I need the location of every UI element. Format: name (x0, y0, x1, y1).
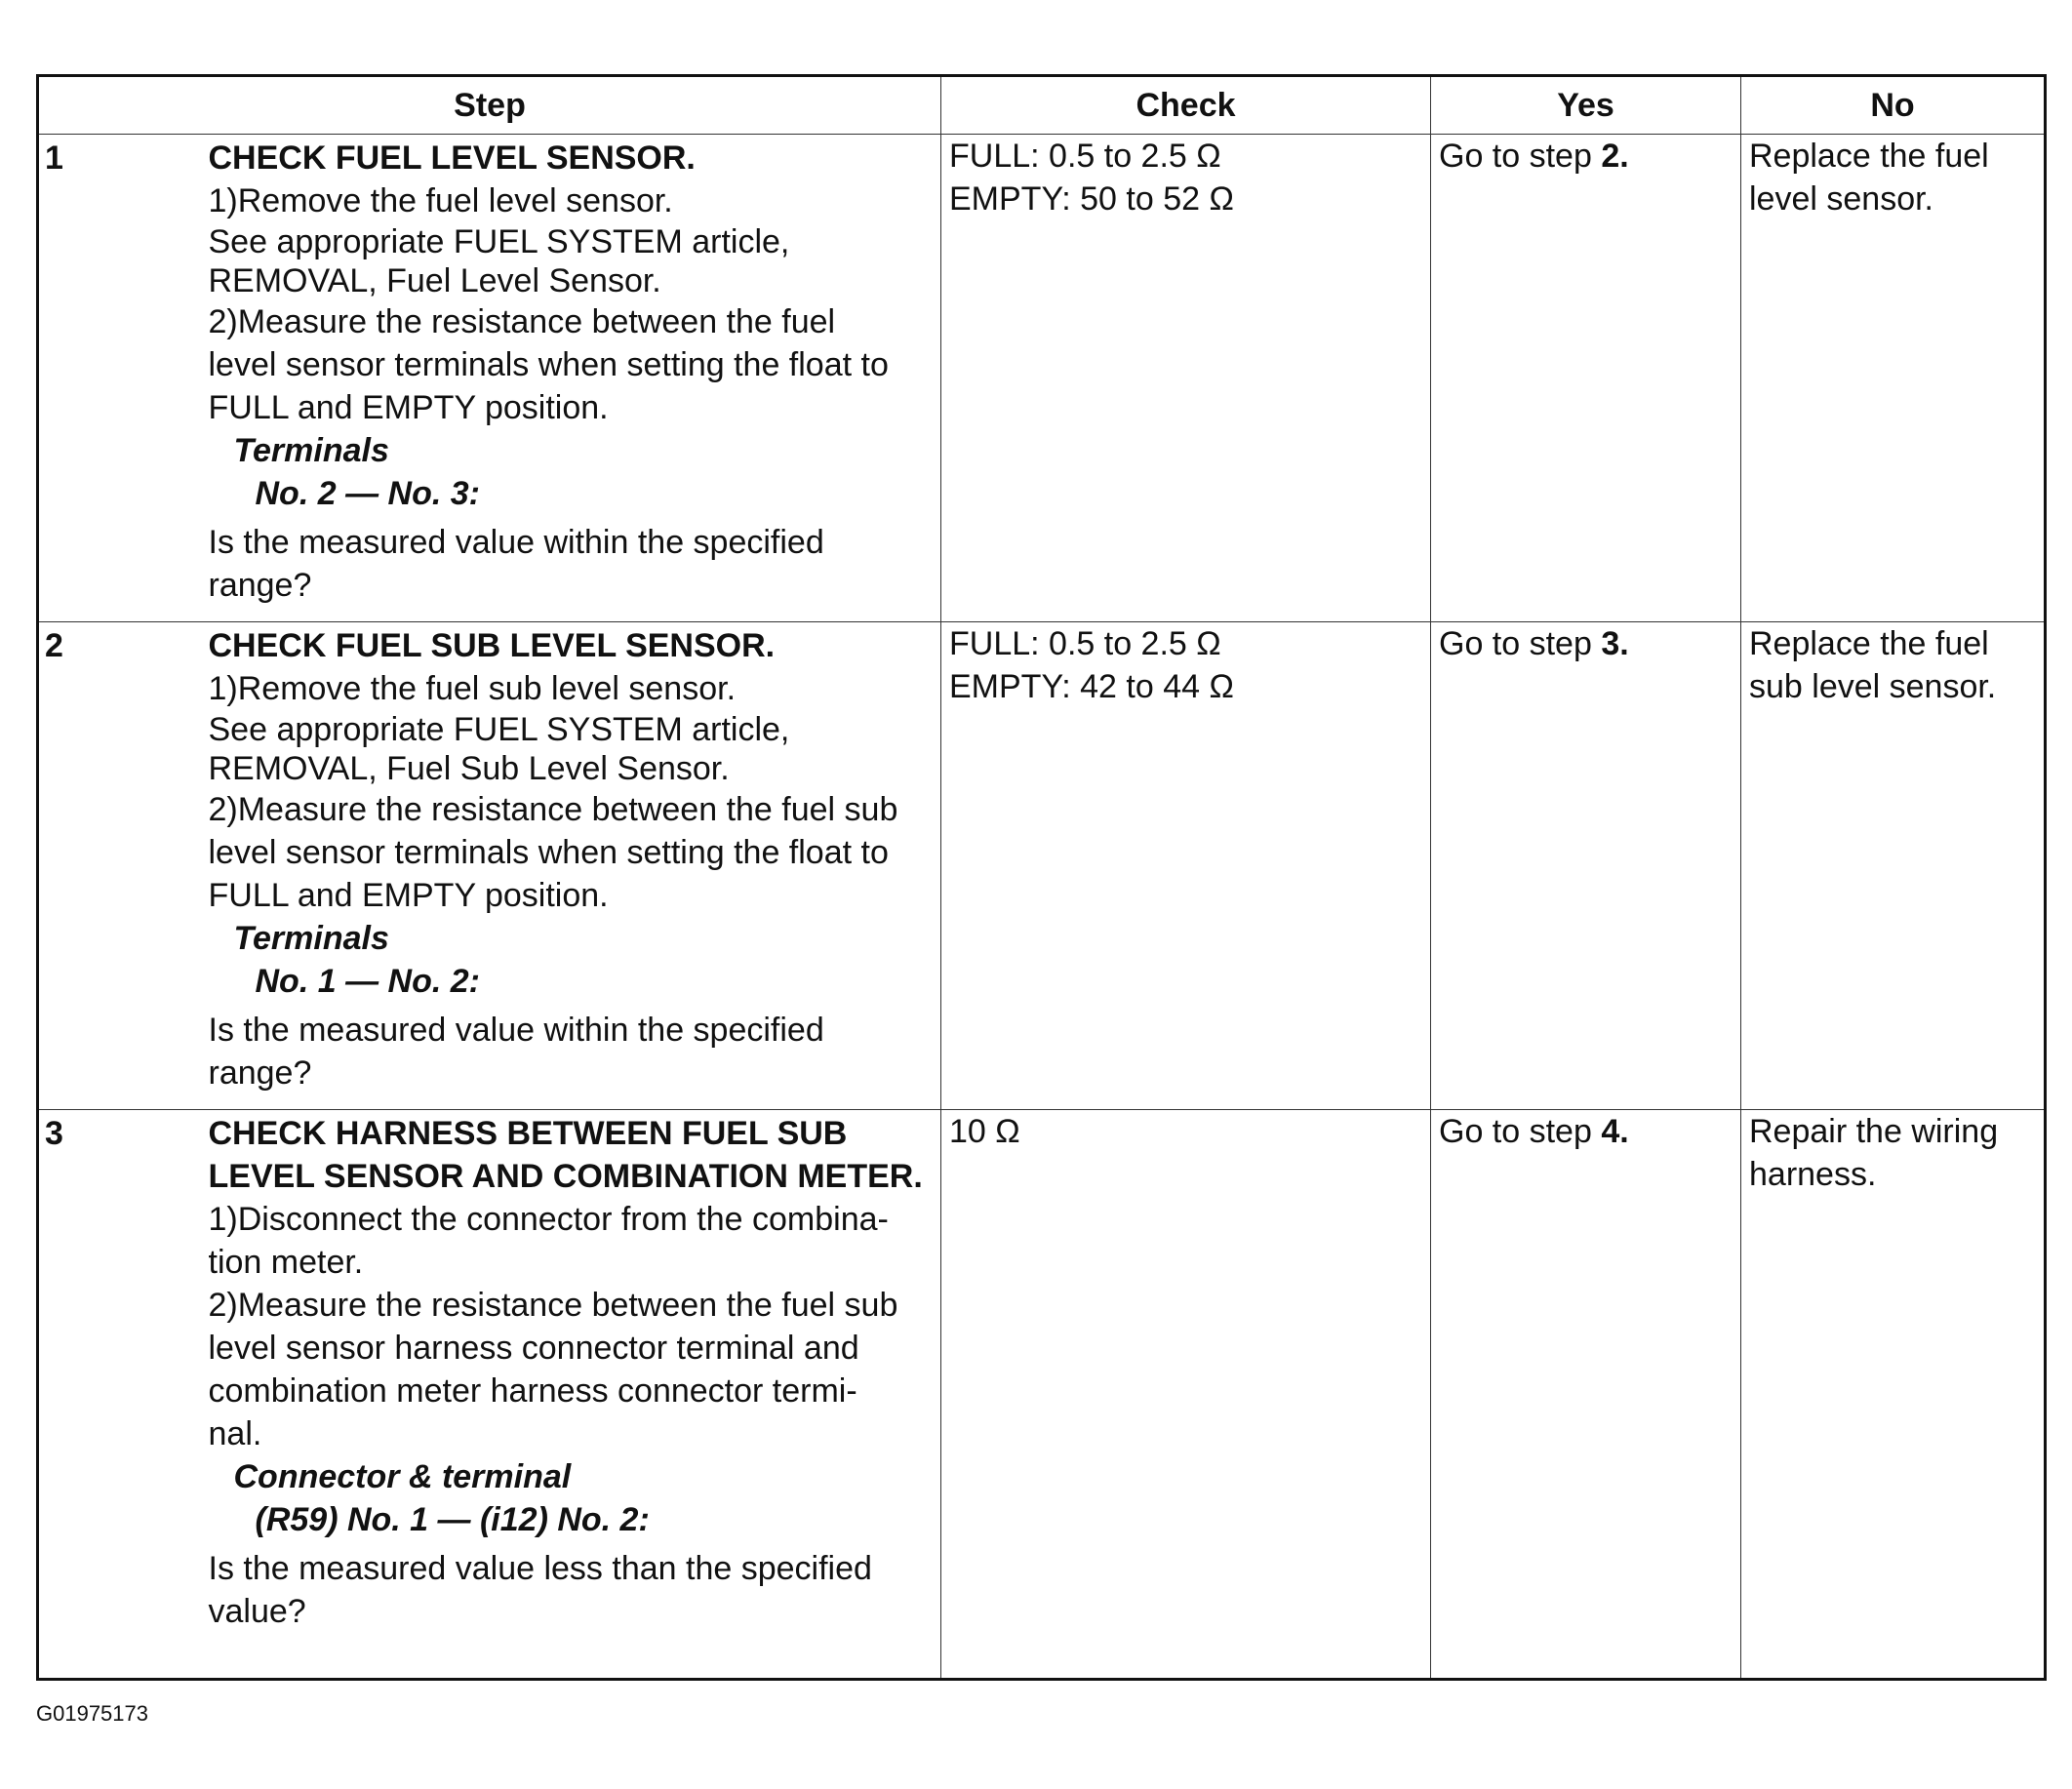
yes-text: Go to step (1439, 625, 1602, 662)
yes-cell (1431, 622, 1741, 1110)
diagnostic-table (36, 74, 2047, 1681)
yes-step-ref: 3. (1601, 625, 1629, 662)
no-action: Replace the fuel sub level sensor. (1741, 622, 2046, 1110)
terminals-value: No. 1 — No. 2: (255, 963, 480, 1000)
step-number: 1 (38, 135, 209, 622)
step-line: See appropriate FUEL SYSTEM article, (208, 223, 790, 260)
table-row (38, 622, 2046, 1110)
yes-cell (1431, 1110, 1741, 1680)
check-value: EMPTY: 50 to 52 Ω (949, 180, 1234, 218)
step-line: 2)Measure the resistance between the fuel (208, 303, 836, 340)
step-title: CHECK HARNESS BETWEEN FUEL SUB LEVEL SENSOR AND COMBINATION METER. (208, 1115, 923, 1195)
step-line: tion meter. (208, 1244, 364, 1281)
terminals-heading: Terminals (233, 920, 389, 957)
step-line: See appropriate FUEL SYSTEM article, (208, 711, 790, 748)
step-line: 1)Remove the fuel sub level sensor. (208, 670, 737, 707)
header-no: No (1741, 76, 2046, 135)
check-value: 10 Ω (949, 1113, 1020, 1150)
step-number: 2 (38, 622, 209, 1110)
step-title: CHECK FUEL LEVEL SENSOR. (208, 139, 696, 177)
yes-text: Go to step (1439, 1113, 1602, 1150)
yes-cell (1431, 135, 1741, 622)
step-question: Is the measured value within the specified range? (208, 524, 824, 604)
figure-id: G01975173 (36, 1701, 148, 1726)
yes-text: Go to step (1439, 138, 1602, 175)
step-question: Is the measured value within the specified range? (208, 1012, 824, 1092)
step-title: CHECK FUEL SUB LEVEL SENSOR. (208, 627, 776, 664)
step-number: 3 (38, 1110, 209, 1680)
step-description (209, 622, 941, 1110)
step-line: nal. (208, 1415, 262, 1452)
step-line: REMOVAL, Fuel Sub Level Sensor. (208, 750, 730, 787)
step-line: FULL and EMPTY position. (208, 877, 609, 914)
check-cell (941, 622, 1431, 1110)
connector-heading: Connector & terminal (233, 1458, 572, 1495)
check-value: FULL: 0.5 to 2.5 Ω (949, 138, 1221, 175)
step-line: REMOVAL, Fuel Level Sensor. (208, 262, 661, 299)
header-step: Step (38, 76, 941, 135)
no-action: Replace the fuel level sensor. (1741, 135, 2046, 622)
step-description (209, 135, 941, 622)
step-line: combination meter harness connector termi- (208, 1372, 857, 1410)
step-line: level sensor harness connector terminal and (208, 1330, 859, 1367)
step-line: 2)Measure the resistance between the fuel sub (208, 1287, 898, 1324)
step-line: 1)Disconnect the connector from the combina- (208, 1201, 889, 1238)
header-yes: Yes (1431, 76, 1741, 135)
check-value: FULL: 0.5 to 2.5 Ω (949, 625, 1221, 662)
check-cell (941, 135, 1431, 622)
step-description (209, 1110, 941, 1680)
terminals-value: No. 2 — No. 3: (255, 475, 480, 512)
step-line: level sensor terminals when setting the float to (208, 834, 889, 871)
table-row (38, 135, 2046, 622)
step-line: level sensor terminals when setting the float to (208, 346, 889, 383)
yes-step-ref: 4. (1601, 1113, 1629, 1150)
header-check: Check (941, 76, 1431, 135)
check-value: EMPTY: 42 to 44 Ω (949, 668, 1234, 705)
yes-step-ref: 2. (1601, 138, 1629, 175)
step-question: Is the measured value less than the specified value? (208, 1550, 872, 1630)
check-cell (941, 1110, 1431, 1680)
step-line: 1)Remove the fuel level sensor. (208, 182, 673, 219)
connector-value: (R59) No. 1 — (i12) No. 2: (255, 1501, 650, 1538)
step-line: 2)Measure the resistance between the fuel sub (208, 791, 898, 828)
no-action: Repair the wiring harness. (1741, 1110, 2046, 1680)
table-row (38, 1110, 2046, 1680)
step-line: FULL and EMPTY position. (208, 389, 609, 426)
terminals-heading: Terminals (233, 432, 389, 469)
header-row (38, 76, 2046, 135)
